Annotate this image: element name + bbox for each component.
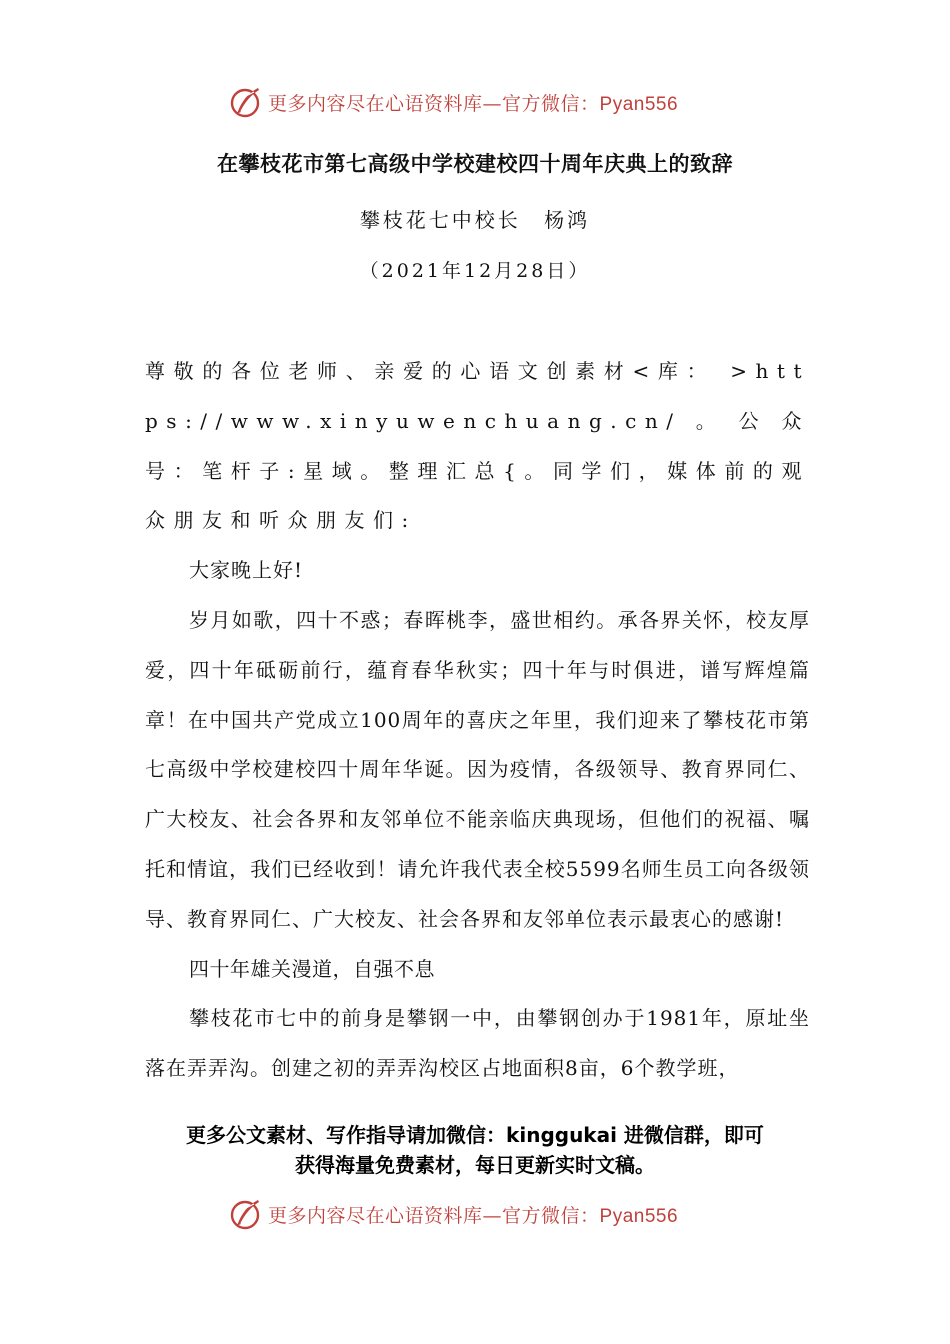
banner-wechat-id: Pyan556 (599, 1205, 679, 1227)
banner-label: 更多内容尽在心语资料库—官方微信： (268, 1204, 600, 1227)
quill-pen-icon (228, 1196, 264, 1232)
banner-label: 更多内容尽在心语资料库—官方微信： (268, 92, 600, 115)
banner-text (268, 1201, 678, 1228)
footer-banner[interactable] (228, 1194, 748, 1234)
header-banner[interactable] (228, 82, 748, 122)
body-paragraph: 攀枝花市七中的前身是攀钢一中，由攀钢创办于1981年，原址坐落在弄弄沟。创建之初的弄弄沟校区占地面积8亩，6个教学班， (145, 1006, 810, 1081)
banner-wechat-id: Pyan556 (599, 93, 679, 115)
document-date: （2021年12月28日） (359, 260, 591, 282)
quill-pen-icon (228, 84, 264, 120)
document-title: 在攀枝花市第七高级中学校建校四十周年庆典上的致辞 (217, 151, 733, 176)
body-paragraph: 岁月如歌，四十不惑；春晖桃李，盛世相约。承各界关怀，校友厚爱，四十年砥砺前行，蕴育春华秋实；四十年与时俱进，谱写辉煌篇章！在中国共产党成立100周年的喜庆之年里，我们迎来了攀枝花市第七高级中学校建校四十周年华诞。因为疫情，各级领导、教育界同仁、广大校友、社会各界和友邻单位不能亲临庆典现场，但他们的祝福、嘱托和情谊，我们已经收到！请允许我代表全校5599名师生员工向各级领导、教育界同仁、广大校友、社会各界和友邻单位表示最衷心的感谢! (145, 607, 810, 931)
promo-line: 获得海量免费素材，每日更新实时文稿。 (295, 1153, 655, 1177)
section-heading: 四十年雄关漫道，自强不息 (189, 956, 435, 981)
salutation-paragraph: 尊敬的各位老师、亲爱的心语文创素材<库： >https://www.xinyuwenchuang.cn/。公众号：笔杆子:星域。整理汇总{。同学们，媒体前的观众朋友和听众朋友们: (145, 359, 810, 533)
greeting-paragraph: 大家晚上好! (189, 558, 304, 583)
document-author: 攀枝花七中校长 杨鸿 (359, 208, 591, 232)
banner-text (268, 89, 678, 116)
document-body (145, 347, 810, 1094)
promo-line: 更多公文素材、写作指导请加微信：kinggukai 进微信群，即可 (186, 1123, 764, 1147)
promo-notice (0, 1120, 950, 1180)
